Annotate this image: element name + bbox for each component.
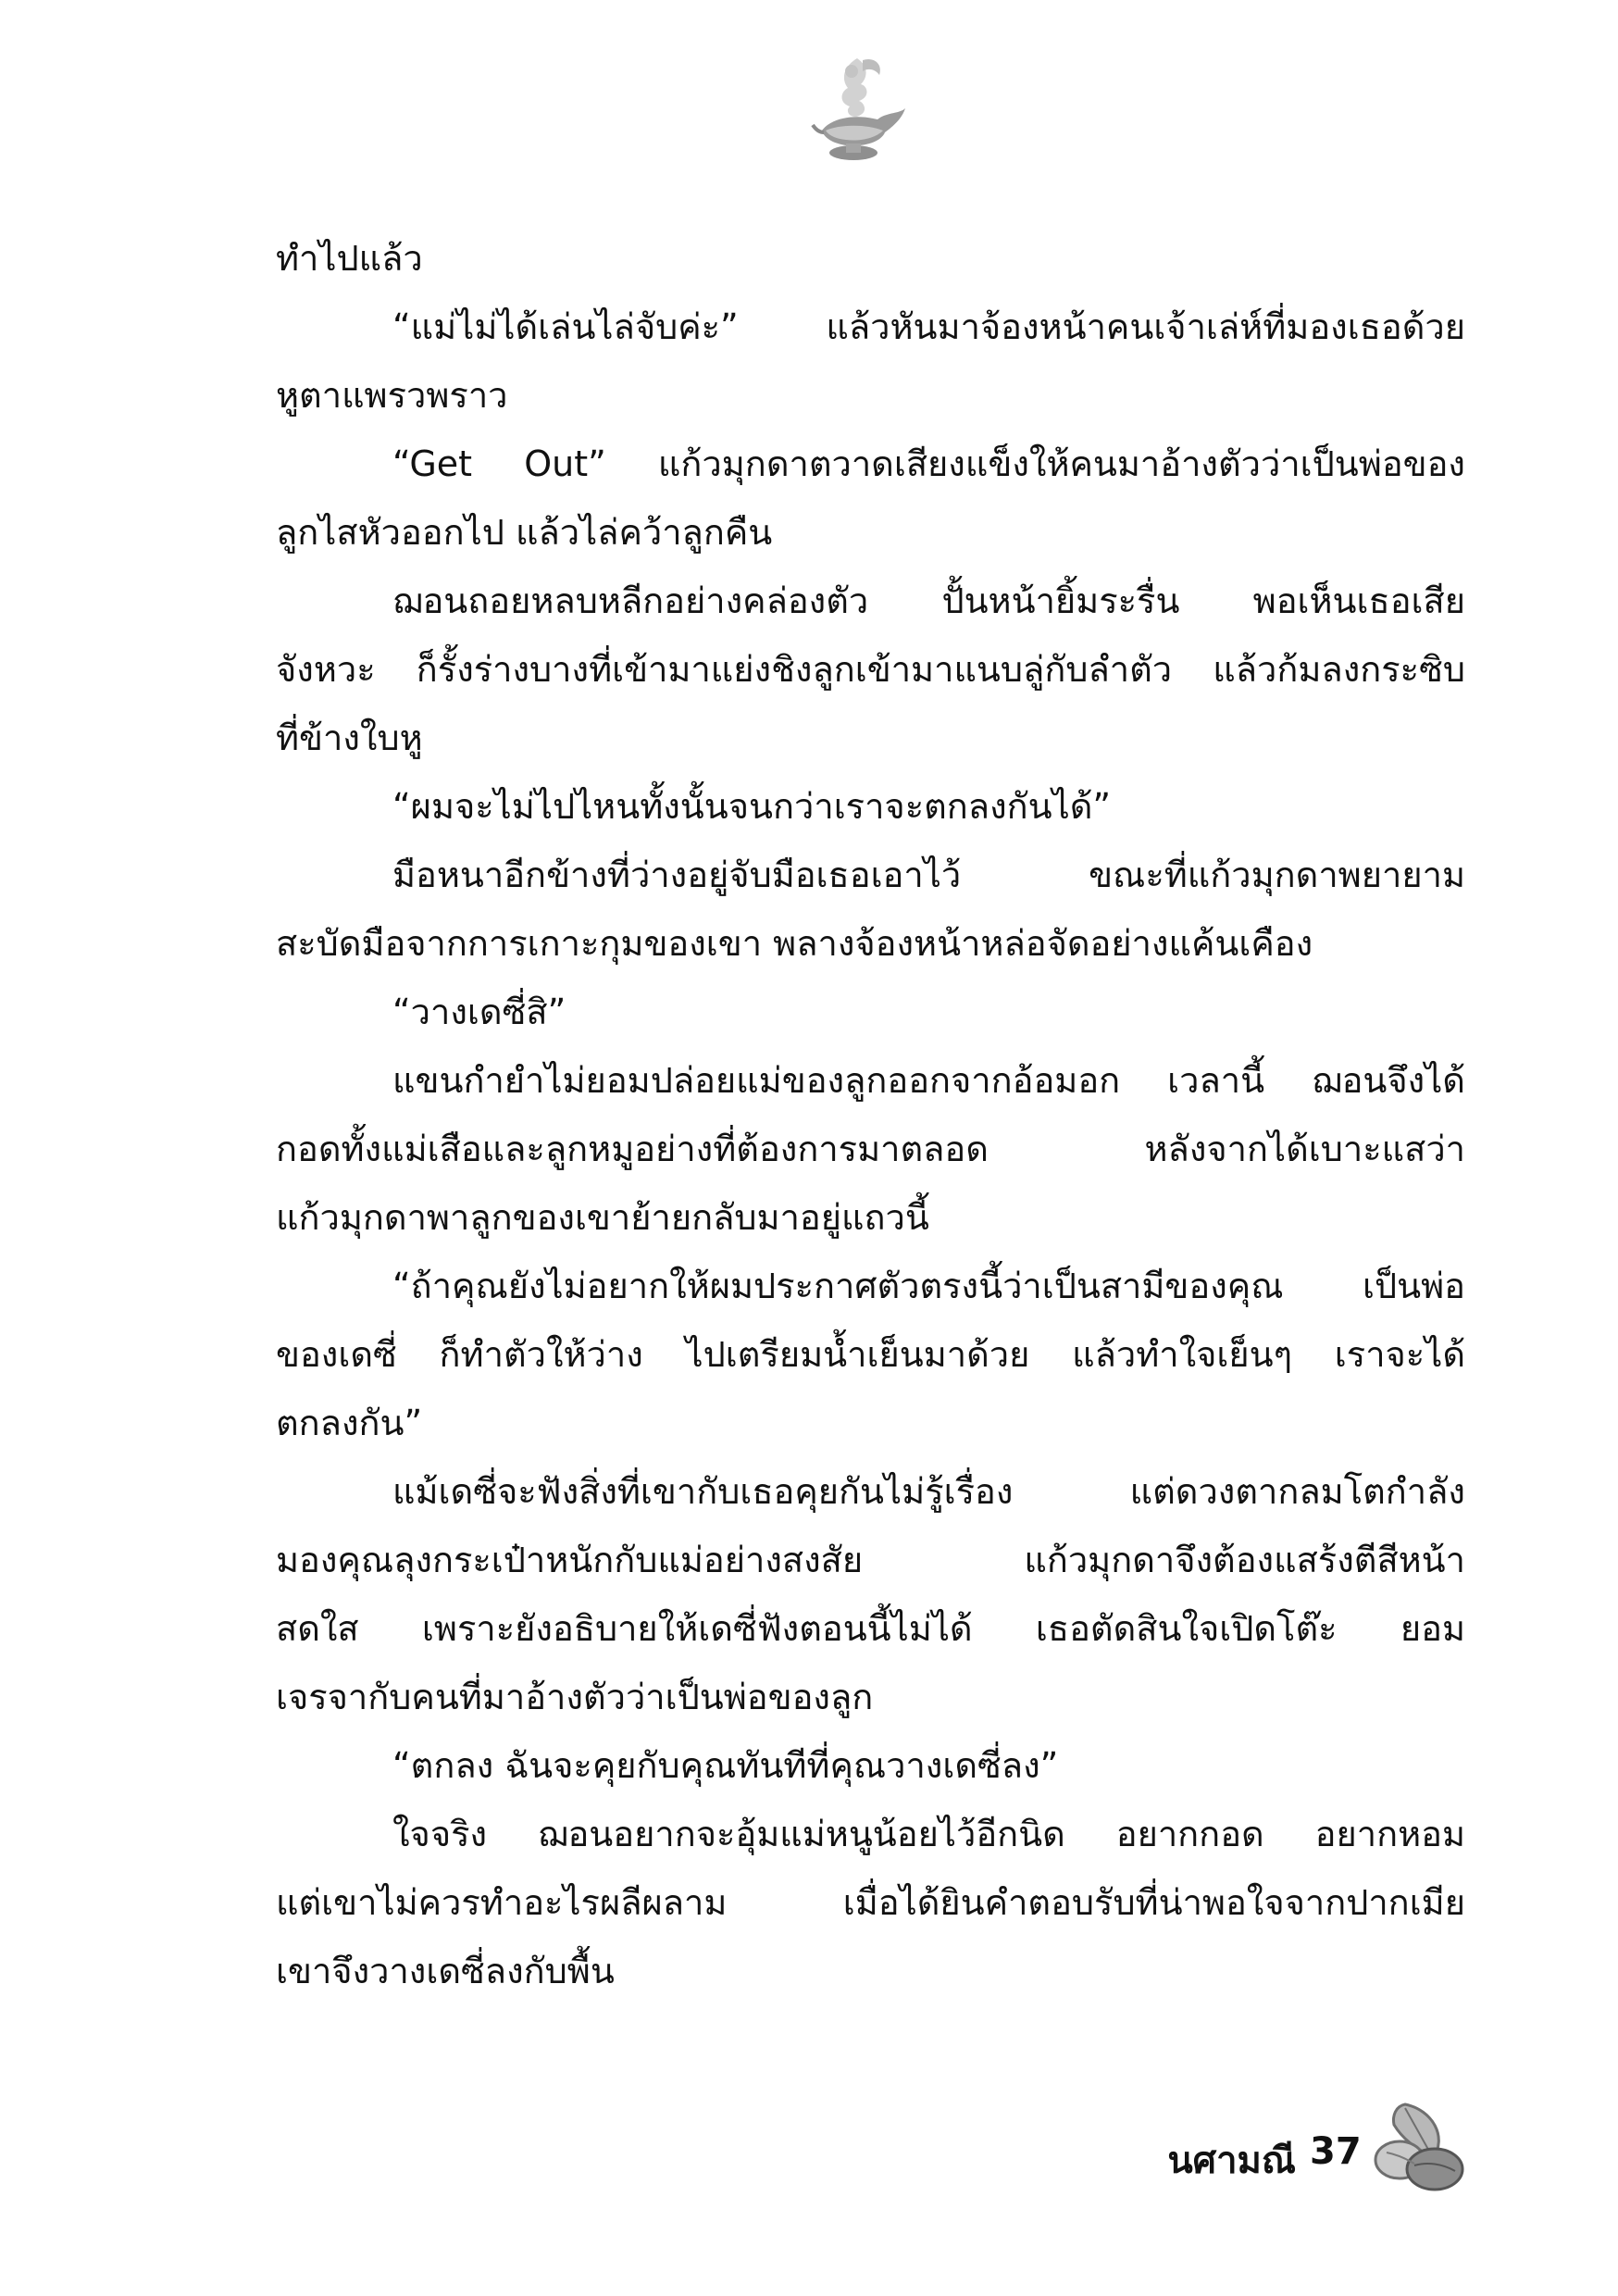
text-line: มือหนาอีกข้างที่ว่างอยู่จับมือเธอเอาไว้ ขณะที่แก้วมุกดาพยายาม	[392, 855, 1465, 895]
text-line: “Get Out” แก้วมุกดาตวาดเสียงแข็งให้คนมาอ้างตัวว่าเป็นพ่อของ	[392, 443, 1465, 484]
text-line: แต่เขาไม่ควรทำอะไรผลีผลาม เมื่อได้ยินคำตอบรับที่น่าพอใจจากปากเมีย	[276, 1882, 1465, 1923]
text-line: “แม่ไม่ได้เล่นไล่จับค่ะ” แล้วหันมาจ้องหน้าคนเจ้าเล่ห์ที่มองเธอด้วย	[392, 306, 1465, 347]
page-footer	[1139, 2097, 1472, 2199]
text-line: ตกลงกัน”	[276, 1403, 423, 1443]
text-line: ใจจริง ฌอนอยากจะอุ้มแม่หนูน้อยไว้อีกนิด อยากกอด อยากหอม	[392, 1814, 1465, 1854]
text-line: “ผมจะไม่ไปไหนทั้งนั้นจนกว่าเราจะตกลงกันได้”	[392, 786, 1112, 827]
text-line: กอดทั้งแม่เสือและลูกหมูอย่างที่ต้องการมาตลอด หลังจากได้เบาะแสว่า	[276, 1129, 1465, 1169]
text-line: หูตาแพรวพราว	[276, 375, 508, 416]
text-line: เจรจากับคนที่มาอ้างตัวว่าเป็นพ่อของลูก	[276, 1677, 874, 1717]
author-name: นศามณี	[1167, 2140, 1296, 2182]
text-line: “ถ้าคุณยังไม่อยากให้ผมประกาศตัวตรงนี้ว่าเป็นสามีของคุณ เป็นพ่อ	[392, 1266, 1465, 1306]
leaf-ornament-icon	[1368, 2097, 1472, 2199]
text-line: “วางเดซี่สิ”	[392, 992, 566, 1032]
text-line: จังหวะ ก็รั้งร่างบางที่เข้ามาแย่งชิงลูกเข้ามาแนบลู่กับลำตัว แล้วก้มลงกระซิบ	[276, 649, 1465, 690]
genie-lamp-ornament-icon	[803, 51, 915, 171]
text-line: ฌอนถอยหลบหลีกอย่างคล่องตัว ปั้นหน้ายิ้มระรื่น พอเห็นเธอเสีย	[392, 580, 1465, 621]
text-line: สะบัดมือจากการเกาะกุมของเขา พลางจ้องหน้าหล่อจัดอย่างแค้นเคือง	[276, 923, 1313, 964]
page-number: 37	[1310, 2130, 1362, 2173]
text-line: แม้เดซี่จะฟังสิ่งที่เขากับเธอคุยกันไม่รู้เรื่อง แต่ดวงตากลมโตกำลัง	[392, 1471, 1465, 1512]
story-text	[276, 224, 1465, 2005]
text-line: เขาจึงวางเดซี่ลงกับพื้น	[276, 1951, 615, 1991]
text-line: “ตกลง ฉันจะคุยกับคุณทันทีที่คุณวางเดซี่ลง”	[392, 1745, 1059, 1786]
text-line: สดใส เพราะยังอธิบายให้เดซี่ฟังตอนนี้ไม่ได้ เธอตัดสินใจเปิดโต๊ะ ยอม	[276, 1608, 1465, 1649]
text-line: ลูกไสหัวออกไป แล้วไล่คว้าลูกคืน	[276, 512, 773, 553]
text-line: ทำไปแล้ว	[276, 238, 423, 279]
text-line: แก้วมุกดาพาลูกของเขาย้ายกลับมาอยู่แถวนี้	[276, 1197, 929, 1238]
text-line: ของเดซี่ ก็ทำตัวให้ว่าง ไปเตรียมน้ำเย็นมาด้วย แล้วทำใจเย็นๆ เราจะได้	[276, 1334, 1465, 1375]
text-line: แขนกำยำไม่ยอมปล่อยแม่ของลูกออกจากอ้อมอก เวลานี้ ฌอนจึงได้	[392, 1060, 1465, 1101]
text-line: ที่ข้างใบหู	[276, 718, 423, 758]
text-line: มองคุณลุงกระเป๋าหนักกับแม่อย่างสงสัย แก้วมุกดาจึงต้องแสร้งตีสีหน้า	[276, 1540, 1465, 1580]
